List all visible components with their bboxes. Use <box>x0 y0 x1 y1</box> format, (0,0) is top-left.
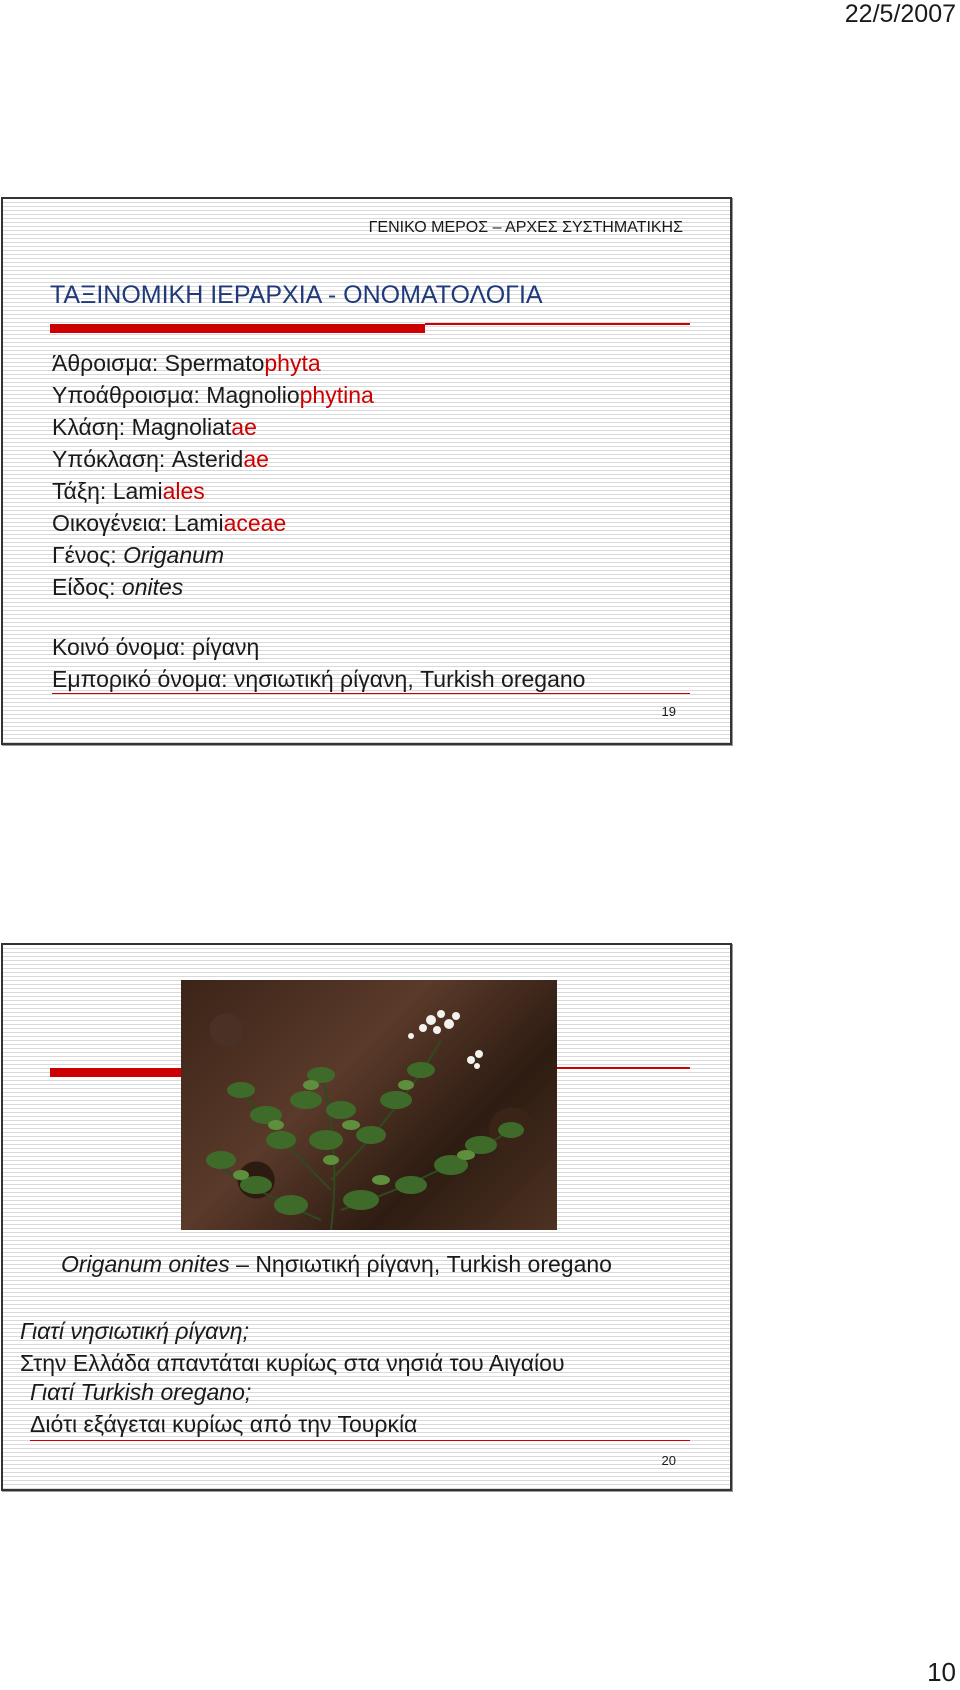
slide-number: 19 <box>661 704 676 719</box>
slide-20 <box>1 943 732 1491</box>
taxonomy-row: Υπόκλαση: Asteridae <box>52 446 269 472</box>
answer-2: Διότι εξάγεται κυρίως από την Τουρκία <box>30 1411 418 1437</box>
common-name: Κοινό όνομα: ρίγανη <box>52 634 260 660</box>
taxonomy-row: Τάξη: Lamiales <box>52 478 205 504</box>
taxonomy-row: Κλάση: Magnoliatae <box>52 414 257 440</box>
taxonomy-row: Γένος: Origanum <box>52 542 225 568</box>
taxonomy-row: Άθροισμα: Spermatophyta <box>52 350 321 376</box>
page-date: 22/5/2007 <box>844 0 956 28</box>
taxonomy-list <box>52 347 374 603</box>
question-1: Γιατί νησιωτική ρίγανη; <box>20 1318 249 1344</box>
trade-name: Εμπορικό όνομα: νησιωτική ρίγανη, Turkish oregano <box>52 666 586 692</box>
answer-1: Στην Ελλάδα απαντάται κυρίως στα νησιά του Αιγαίου <box>20 1350 565 1376</box>
photo-caption: Origanum onites – Νησιωτική ρίγανη, Turkish oregano <box>61 1251 612 1277</box>
question-block-2 <box>30 1376 417 1440</box>
title-rule-thick <box>50 1068 185 1077</box>
slide-number: 20 <box>661 1453 676 1468</box>
names-block <box>52 631 585 695</box>
taxonomy-row: Υποάθροισμα: Magnoliophytina <box>52 382 374 408</box>
taxonomy-row: Οικογένεια: Lamiaceae <box>52 510 287 536</box>
answer-underline <box>30 1440 690 1441</box>
slide-header: ΓΕΝΙΚΟ ΜΕΡΟΣ – ΑΡΧΕΣ ΣΥΣΤΗΜΑΤΙΚΗΣ <box>368 219 683 236</box>
title-rule-thick <box>50 324 425 333</box>
slide-title: ΤΑΞΙΝΟΜΙΚΗ ΙΕΡΑΡΧΙΑ - ΟΝΟΜΑΤΟΛΟΓΙΑ <box>50 281 543 309</box>
slide-19 <box>1 197 732 745</box>
page-number: 10 <box>927 1657 956 1687</box>
names-underline <box>52 693 690 694</box>
taxonomy-row: Είδος: onites <box>52 574 184 600</box>
oregano-plant-illustration <box>181 980 557 1230</box>
question-block-1 <box>20 1315 565 1379</box>
title-rule-thin <box>425 323 690 325</box>
question-2: Γιατί Turkish oregano; <box>30 1379 252 1405</box>
oregano-photo <box>181 980 557 1230</box>
title-rule-thin <box>557 1067 690 1069</box>
